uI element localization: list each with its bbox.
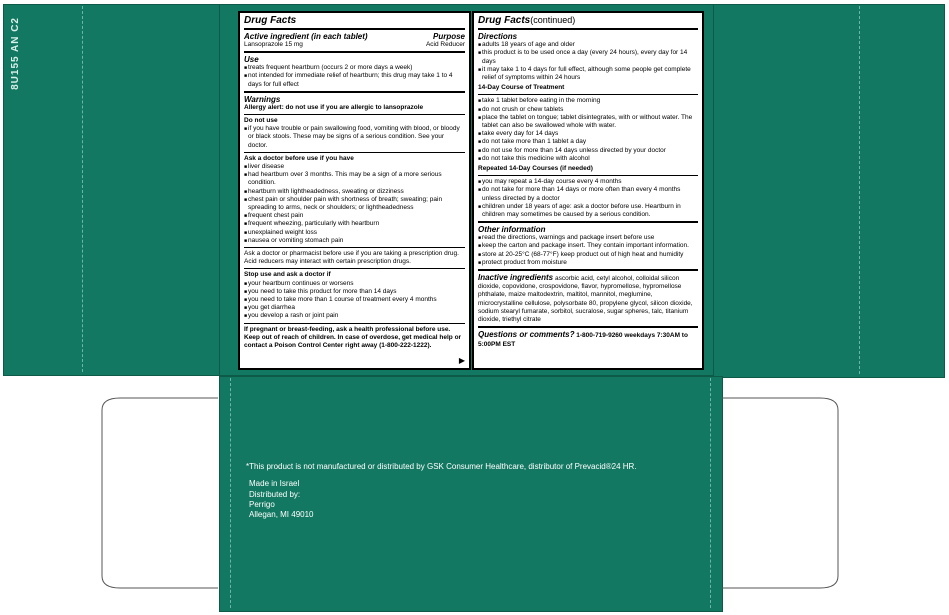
fold-line [82, 6, 83, 372]
purpose-heading: Purpose [432, 32, 465, 41]
repeat-item: ■ do not take for more than 14 days or more often than every 4 months unless directed by a doctor [478, 186, 698, 202]
made-in: Made in Israel [249, 479, 300, 488]
ask-item: ■ nausea or vomiting stomach pain [244, 237, 465, 245]
questions-heading: Questions or comments? [478, 330, 575, 340]
drug-facts-continued-title: Drug Facts [478, 15, 531, 26]
questions-phone: 1-800-719-9260 weekdays 7:30AM to 5:00PM EST [478, 332, 688, 348]
other-item: ■ store at 20-25°C (68-77°F) keep product out of high heat and humidity [478, 251, 698, 259]
side-code: 8U155 AN C2 [10, 17, 21, 90]
active-ingredient-heading: Active ingredient (in each tablet) [244, 32, 368, 41]
pharmacist-warning: Ask a doctor or pharmacist before use if you are taking a prescription drug. Acid reducers may interact with certain prescription drugs. [244, 250, 459, 266]
stop-item: ■ you need to take this product for more than 14 days [244, 288, 465, 296]
course-item: ■ place the tablet on tongue; tablet disintegrates, with or without water. The tablet can also be swallowed whole with water. [478, 114, 698, 130]
repeat-item: ■ you may repeat a 14-day course every 4 months [478, 178, 698, 186]
directions-heading: Directions [478, 32, 518, 42]
ask-item: ■ frequent wheezing, particularly with heartburn [244, 220, 465, 228]
directions-item: ■ adults 18 years of age and older [478, 41, 698, 49]
course-item: ■ take every day for 14 days [478, 130, 698, 138]
repeat-heading: Repeated 14-Day Courses (if needed) [478, 165, 593, 173]
drug-facts-title: Drug Facts [244, 15, 297, 26]
distributor-name: Perrigo [249, 500, 275, 509]
right-side-panel [713, 4, 945, 378]
directions-item: ■ it may take 1 to 4 days for full effect, although some people get complete relief of symptoms within 24 hours [478, 66, 698, 82]
use-item: ■ not intended for immediate relief of heartburn; this drug may take 1 to 4 days for full effect [244, 72, 465, 88]
warnings-heading: Warnings [244, 94, 281, 104]
directions-item: ■ this product is to be used once a day (every 24 hours), every day for 14 days [478, 49, 698, 65]
course-heading: 14-Day Course of Treatment [478, 84, 565, 92]
continue-arrow-icon: ▶ [458, 355, 465, 365]
stop-item: ■ your heartburn continues or worsens [244, 280, 465, 288]
ask-item: ■ heartburn with lightheadedness, sweating or dizziness [244, 188, 465, 196]
ask-item: ■ frequent chest pain [244, 212, 465, 220]
distributed-by-label: Distributed by: [249, 490, 301, 499]
course-item: ■ do not take this medicine with alcohol [478, 155, 698, 163]
allergy-alert: Allergy alert: do not use if you are allergic to lansoprazole [244, 103, 424, 111]
drug-facts-column-2 [472, 11, 704, 370]
ask-item: ■ liver disease [244, 163, 465, 171]
pregnancy-warning: If pregnant or breast-feeding, ask a health professional before use. [244, 325, 451, 333]
use-heading: Use [244, 55, 259, 65]
drug-facts-column-1 [238, 11, 471, 370]
course-item: ■ do not take more than 1 tablet a day [478, 138, 698, 146]
other-item: ■ read the directions, warnings and package insert before use [478, 234, 698, 242]
keep-out-of-reach: Keep out of reach of children. In case of overdose, get medical help or contact a Poison Control Center right away (1-800-222-1222). [244, 333, 462, 350]
course-item: ■ take 1 tablet before eating in the morning [478, 97, 698, 105]
do-not-use-item: ■ if you have trouble or pain swallowing food, vomiting with blood, or bloody or black stools. These may be signs of a serious condition. See your doctor. [244, 125, 465, 150]
ask-item: ■ chest pain or shoulder pain with shortness of breath; sweating; pain spreading to arms, neck or shoulders; or lightheadedness [244, 196, 465, 212]
use-item: ■ treats frequent heartburn (occurs 2 or more days a week) [244, 64, 465, 72]
other-info-heading: Other information [478, 225, 546, 235]
course-item: ■ do not use for more than 14 days unless directed by your doctor [478, 147, 698, 155]
disclaimer-note: *This product is not manufactured or distributed by GSK Consumer Healthcare, distributor of Prevacid®24 HR. [246, 462, 637, 471]
repeat-item: ■ children under 18 years of age: ask a doctor before use. Heartburn in children may sometimes be caused by a serious condition. [478, 203, 698, 219]
ask-item: ■ unexplained weight loss [244, 229, 465, 237]
inactive-ingredients: ascorbic acid, cetyl alcohol, colloidal silicon dioxide, copovidone, crospovidone, flavor, hypromellose, hypromellose phthalate, maize maltodextrin, maltitol, mannitol, meglumine, microcrystalline cellulose, polysorbate 80, propylene glycol, silicon dioxide, sodium stearyl fumarate, sorbitol, sucralose, sugar spheres, talc, titanium dioxide, triethyl citrate [478, 275, 693, 324]
stop-item: ■ you need to take more than 1 course of treatment every 4 months [244, 296, 465, 304]
do-not-use-heading: Do not use [244, 117, 278, 125]
course-item: ■ do not crush or chew tablets [478, 106, 698, 114]
active-purpose: Acid Reducer [425, 41, 465, 48]
stop-item: ■ you get diarrhea [244, 304, 465, 312]
other-item: ■ keep the carton and package insert. They contain important information. [478, 242, 698, 250]
dieline [0, 376, 949, 615]
distributor-city: Allegan, MI 49010 [249, 510, 314, 519]
stop-item: ■ you develop a rash or joint pain [244, 312, 465, 320]
inactive-heading: Inactive ingredients [478, 273, 554, 283]
continued-label: (continued) [530, 15, 576, 25]
other-item: ■ protect product from moisture [478, 259, 698, 267]
left-side-panel [3, 4, 226, 376]
fold-line [859, 6, 860, 374]
ask-doctor-heading: Ask a doctor before use if you have [244, 154, 354, 162]
ask-item: ■ had heartburn over 3 months. This may be a sign of a more serious condition. [244, 171, 465, 187]
active-ingredient: Lansoprazole 15 mg [244, 41, 303, 48]
stop-use-heading: Stop use and ask a doctor if [244, 271, 331, 279]
